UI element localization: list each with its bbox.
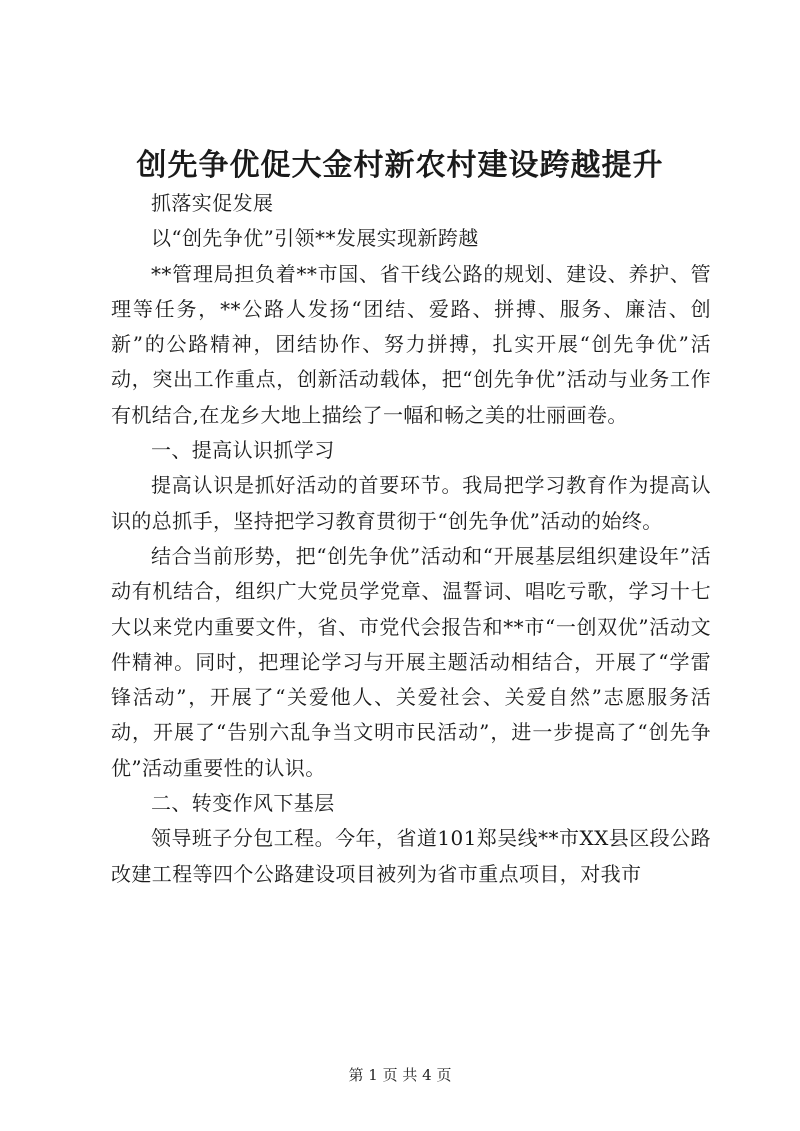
document-body [111, 186, 711, 892]
body-paragraph: **管理局担负着**市国、省干线公路的规划、建设、养护、管理等任务，**公路人发扬“团结、爱路、拼搏、服务、廉洁、创新”的公路精神，团结协作、努力拼搏，扎实开展“创先争优”活动，突出工作重点，创新活动载体，把“创先争优”活动与业务工作有机结合,在龙乡大地上描绘了一幅和畅之美的壮丽画卷。 [111, 261, 711, 427]
subtitle-line-2: 以“创先争优”引领**发展实现新跨越 [151, 226, 479, 251]
page-footer: 第 1 页 共 4 页 [348, 1066, 452, 1084]
body-paragraph: 提高认识是抓好活动的首要环节。我局把学习教育作为提高认识的总抓手，坚持把学习教育贯彻于“创先争优”活动的始终。 [111, 473, 711, 533]
body-paragraph: 结合当前形势，把“创先争优”活动和“开展基层组织建设年”活动有机结合，组织广大党员学党章、温誓词、唱吃亏歌，学习十七大以来党内重要文件，省、市党代会报告和**市“一创双优”活动文件精神。同时，把理论学习与开展主题活动相结合，开展了“学雷锋活动”，开展了“关爱他人、关爱社会、关爱自然”志愿服务活动，开展了“告别六乱争当文明市民活动”，进一步提高了“创先争优”活动重要性的认识。 [111, 543, 711, 780]
body-paragraph: 领导班子分包工程。今年，省道101郑吴线**市XX县区段公路改建工程等四个公路建设项目被列为省市重点项目，对我市 [111, 826, 711, 886]
document-title: 创先争优促大金村新农村建设跨越提升 [136, 148, 664, 183]
section-heading-1: 一、提高认识抓学习 [151, 438, 335, 463]
section-heading-2: 二、转变作风下基层 [151, 791, 335, 816]
subtitle-line-1: 抓落实促发展 [151, 191, 274, 215]
